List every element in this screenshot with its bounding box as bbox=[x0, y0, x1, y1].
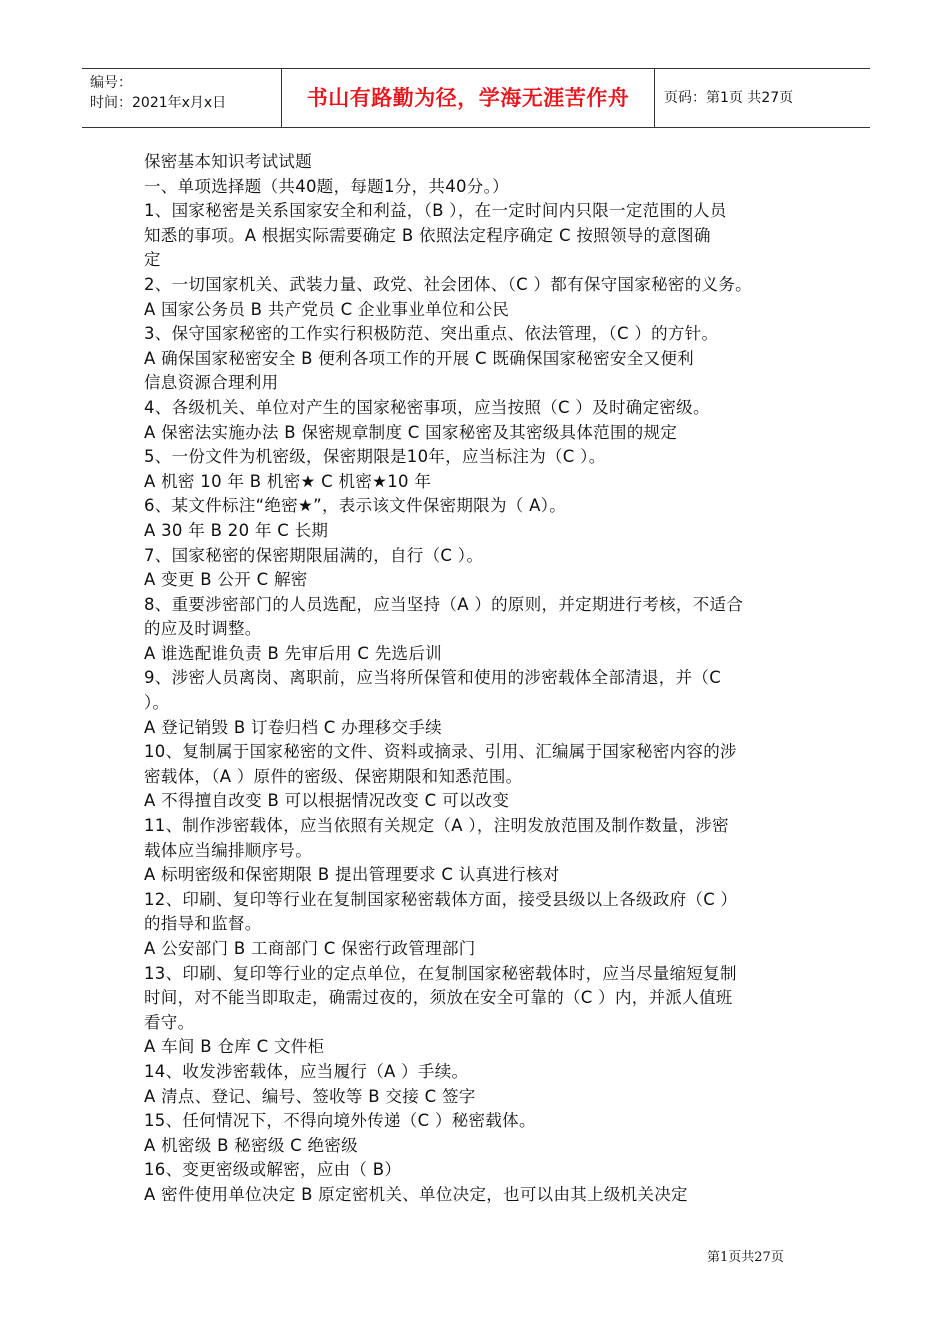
text-line: 看守。 bbox=[144, 1012, 195, 1032]
text-line: ）。 bbox=[144, 693, 170, 713]
text-line: A 机密级 B 秘密级 C 绝密级 bbox=[144, 1135, 358, 1155]
header-divider bbox=[654, 69, 655, 127]
text-line: A 不得擅自改变 B 可以根据情况改变 C 可以改变 bbox=[144, 791, 510, 811]
text-line: A 登记销毁 B 订卷归档 C 办理移交手续 bbox=[144, 717, 442, 737]
document-body bbox=[144, 150, 814, 1208]
text-line: 5、一份文件为机密级，保密期限是10年，应当标注为（C ）。 bbox=[144, 447, 606, 467]
text-line: A 确保国家秘密安全 B 便利各项工作的开展 C 既确保国家秘密安全又便利 bbox=[144, 348, 694, 368]
text-line: 的指导和监督。 bbox=[144, 914, 262, 934]
text-line: A 标明密级和保密期限 B 提出管理要求 C 认真进行核对 bbox=[144, 865, 560, 885]
text-line: 13、印刷、复印等行业的定点单位，在复制国家秘密载体时，应当尽量缩短复制 bbox=[144, 963, 737, 983]
text-line: A 密件使用单位决定 B 原定密机关、单位决定，也可以由其上级机关决定 bbox=[144, 1184, 688, 1204]
text-line: 2、一切国家机关、武装力量、政党、社会团体、（C ）都有保守国家秘密的义务。 bbox=[144, 274, 752, 294]
text-line: 6、某文件标注“绝密★”，表示该文件保密期限为（ A）。 bbox=[144, 496, 567, 516]
text-line: A 变更 B 公开 C 解密 bbox=[144, 570, 308, 590]
text-line: 信息资源合理利用 bbox=[144, 373, 279, 393]
text-line: 12、印刷、复印等行业在复制国家秘密载体方面，接受县级以上各级政府（C ） bbox=[144, 889, 738, 909]
text-line: 8、重要涉密部门的人员选配，应当坚持（A ）的原则，并定期进行考核，不适合 bbox=[144, 594, 744, 614]
text-line: A 机密 10 年 B 机密★ C 机密★10 年 bbox=[144, 471, 432, 491]
text-line: A 国家公务员 B 共产党员 C 企业事业单位和公民 bbox=[144, 299, 510, 319]
text-line: A 公安部门 B 工商部门 C 保密行政管理部门 bbox=[144, 939, 476, 958]
text-line: A 清点、登记、编号、签收等 B 交接 C 签字 bbox=[144, 1086, 476, 1106]
date-label: 时间：2021年x月x日 bbox=[90, 95, 227, 111]
text-line: 7、国家秘密的保密期限届满的，自行（C ）。 bbox=[144, 545, 484, 565]
text-line: 14、收发涉密载体，应当履行（A ）手续。 bbox=[144, 1061, 469, 1081]
text-line: A 30 年 B 20 年 C 长期 bbox=[144, 520, 329, 540]
header-page-info: 页码：第1页 共27页 bbox=[664, 90, 794, 106]
text-line: 密载体，（A ）原件的密级、保密期限和知悉范围。 bbox=[144, 766, 523, 786]
serial-number-label: 编号： bbox=[90, 75, 132, 91]
text-line: 载体应当编排顺序号。 bbox=[144, 840, 312, 860]
text-line: A 车间 B 仓库 C 文件柜 bbox=[144, 1037, 325, 1057]
text-line: 11、制作涉密载体，应当依照有关规定（A ），注明发放范围及制作数量，涉密 bbox=[144, 816, 729, 836]
text-line: 的应及时调整。 bbox=[144, 619, 262, 639]
header-motto: 书山有路勤为径，学海无涯苦作舟 bbox=[306, 86, 630, 110]
text-line: 10、复制属于国家秘密的文件、资料或摘录、引用、汇编属于国家秘密内容的涉 bbox=[144, 742, 737, 762]
text-line: 一、单项选择题（共40题，每题1分，共40分。） bbox=[144, 176, 509, 196]
text-line: 3、保守国家秘密的工作实行积极防范、突出重点、依法管理，（C ）的方针。 bbox=[144, 324, 719, 344]
text-line: A 谁选配谁负责 B 先审后用 C 先选后训 bbox=[144, 643, 442, 663]
page-header bbox=[82, 68, 870, 128]
page-footer: 第1页共27页 bbox=[707, 1250, 784, 1265]
text-line: 16、变更密级或解密，应由（ B） bbox=[144, 1160, 402, 1180]
document-title: 保密基本知识考试试题 bbox=[144, 152, 312, 171]
text-line: 时间，对不能当即取走，确需过夜的，须放在安全可靠的（C ）内，并派人值班 bbox=[144, 988, 733, 1008]
text-line: 15、任何情况下，不得向境外传递（C ）秘密载体。 bbox=[144, 1111, 536, 1131]
text-line: 9、涉密人员离岗、离职前，应当将所保管和使用的涉密载体全部清退，并（C bbox=[144, 668, 722, 688]
text-line: 1、国家秘密是关系国家安全和利益，（B ），在一定时间内只限一定范围的人员 bbox=[144, 201, 727, 221]
text-line: A 保密法实施办法 B 保密规章制度 C 国家秘密及其密级具体范围的规定 bbox=[144, 422, 678, 442]
text-line: 定 bbox=[144, 250, 161, 270]
header-meta bbox=[90, 73, 280, 113]
text-line: 知悉的事项。A 根据实际需要确定 B 依照法定程序确定 C 按照领导的意图确 bbox=[144, 225, 711, 245]
text-line: 4、各级机关、单位对产生的国家秘密事项，应当按照（C ）及时确定密级。 bbox=[144, 397, 710, 417]
